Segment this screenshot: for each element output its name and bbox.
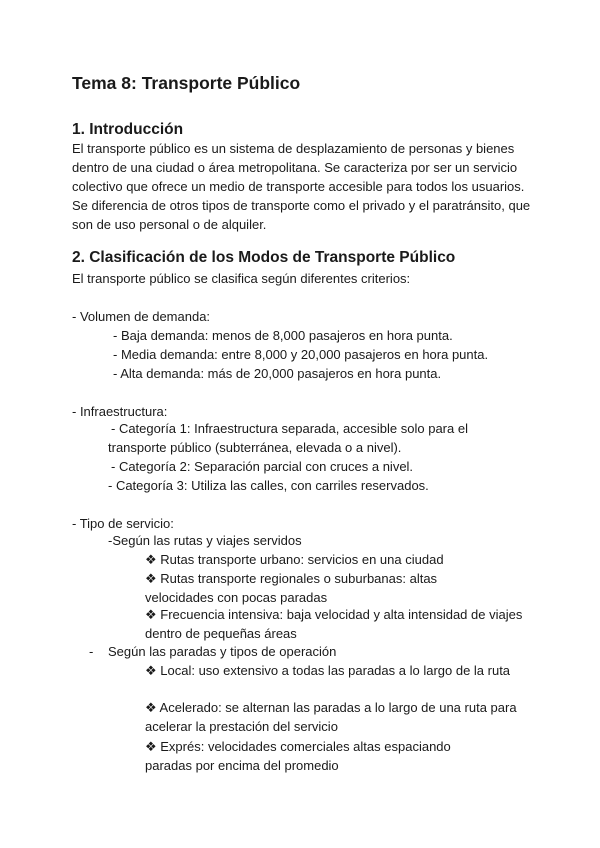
service-route-regional: ❖ Rutas transporte regionales o suburbanas: altas velocidades con pocas paradas: [145, 571, 438, 605]
service-stop-accelerated: ❖ Acelerado: se alternan las paradas a lo largo de una ruta para acelerar la prestación del servicio: [145, 700, 517, 734]
volume-item-medium: - Media demanda: entre 8,000 y 20,000 pasajeros en hora punta.: [113, 347, 489, 362]
volume-label: - Volumen de demanda:: [72, 309, 211, 324]
intro-heading: 1. Introducción: [72, 121, 184, 138]
service-routes-label: -Según las rutas y viajes servidos: [108, 533, 302, 548]
service-stop-local: ❖ Local: uso extensivo a todas las paradas a lo largo de la ruta: [145, 663, 511, 678]
intro-paragraph: El transporte público es un sistema de desplazamiento de personas y bienes dentro de una ciudad o área metropolitana. Se caracteriza por ser un servicio colectivo que ofrece un medio de transporte accesible para todos los usuarios. Se diferencia de otros tipos de transporte como el privado y el paratránsito, que son de uso personal o de alquiler.: [72, 141, 531, 232]
infrastructure-item-cat3: - Categoría 3: Utiliza las calles, con carriles reservados.: [108, 478, 429, 493]
service-label: - Tipo de servicio:: [72, 516, 174, 531]
infrastructure-label: - Infraestructura:: [72, 404, 168, 419]
volume-item-low: - Baja demanda: menos de 8,000 pasajeros en hora punta.: [113, 328, 453, 343]
volume-item-high: - Alta demanda: más de 20,000 pasajeros en hora punta.: [113, 366, 442, 381]
infrastructure-item-cat2: - Categoría 2: Separación parcial con cruces a nivel.: [111, 459, 414, 474]
service-stop-express: ❖ Exprés: velocidades comerciales altas espaciando paradas por encima del promedio: [145, 739, 451, 773]
classification-heading: 2. Clasificación de los Modos de Transporte Público: [72, 249, 456, 266]
service-route-intensive: ❖ Frecuencia intensiva: baja velocidad y alta intensidad de viajes dentro de pequeñas áreas: [145, 607, 523, 641]
service-stops-label: Según las paradas y tipos de operación: [108, 644, 337, 659]
service-route-urban: ❖ Rutas transporte urbano: servicios en una ciudad: [145, 552, 444, 567]
service-stops-dash: -: [89, 644, 94, 659]
infrastructure-item-cat1: - Categoría 1: Infraestructura separada, accesible solo para el transporte público (subterránea, elevada o a nivel).: [108, 421, 468, 455]
classification-intro: El transporte público se clasifica según diferentes criterios:: [72, 271, 411, 286]
document-title: Tema 8: Transporte Público: [72, 73, 301, 93]
